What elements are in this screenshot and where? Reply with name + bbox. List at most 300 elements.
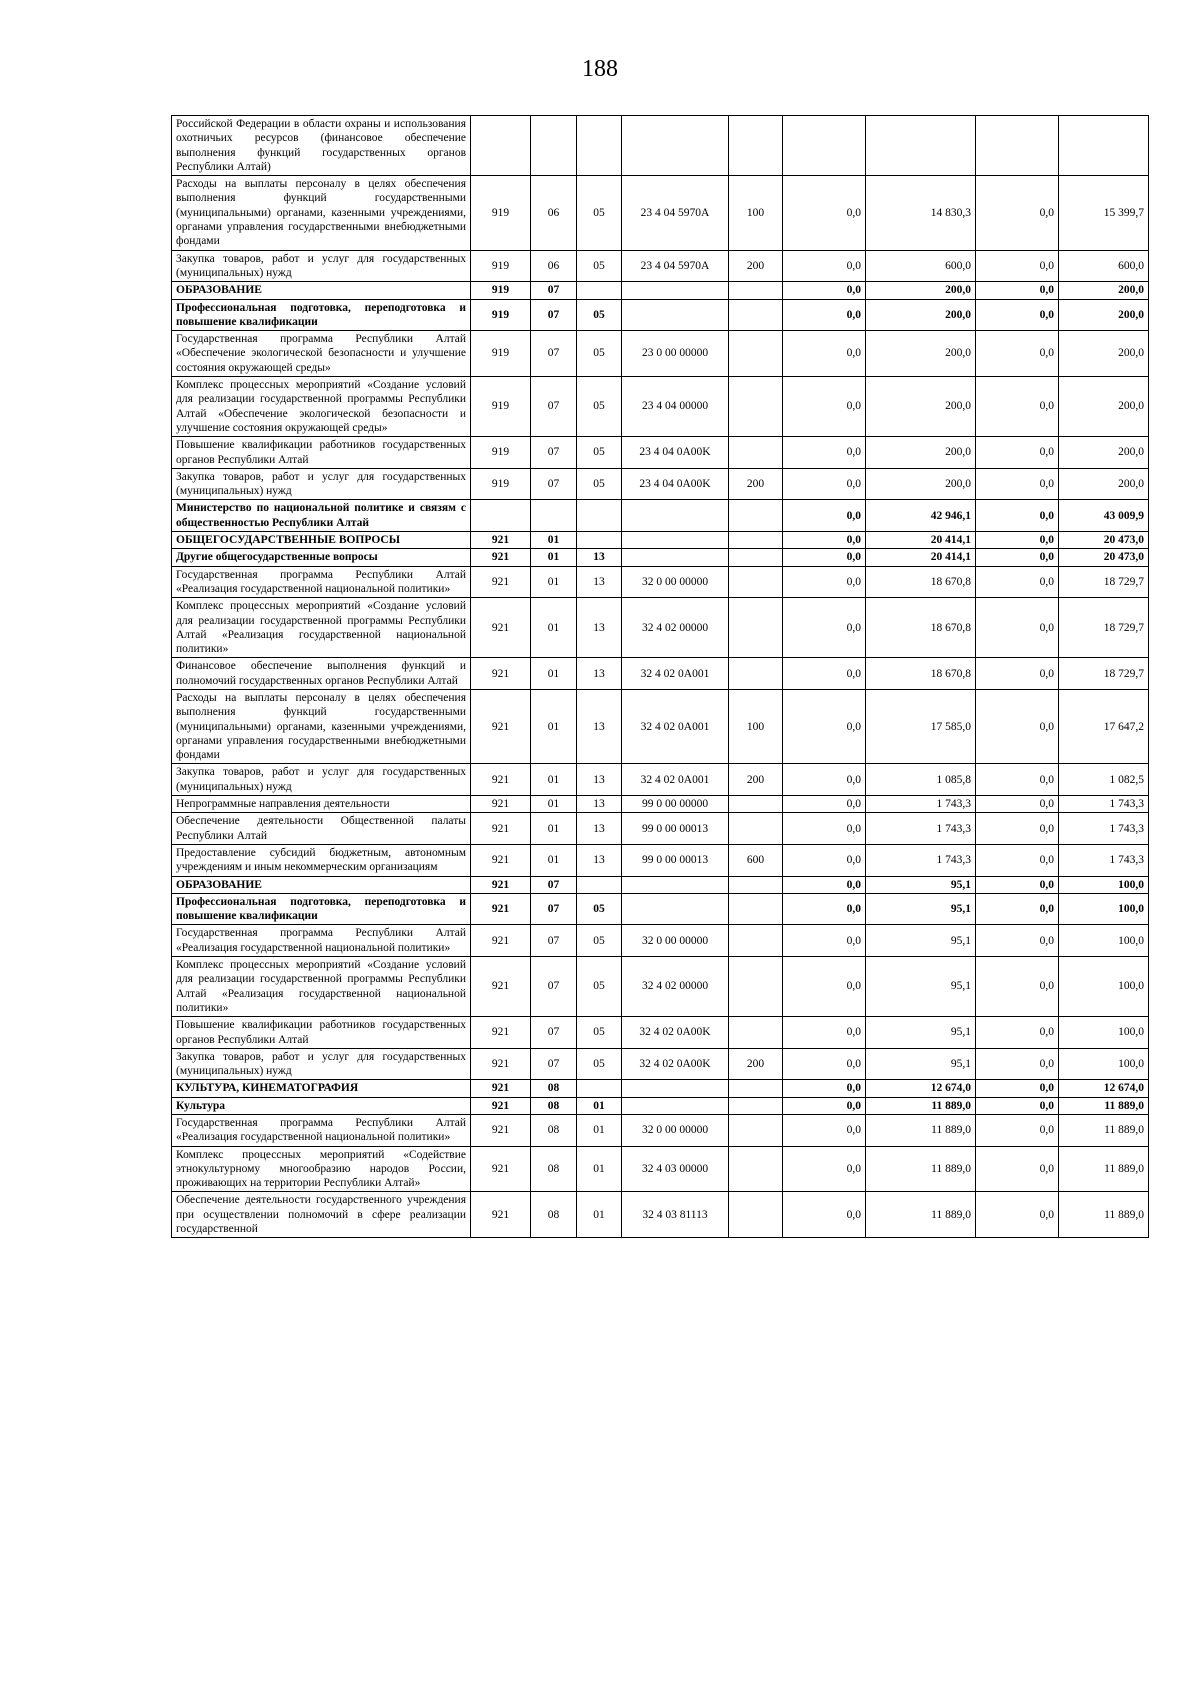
section-code-cell: 07 [531, 468, 577, 500]
amount-cell-1: 0,0 [783, 876, 866, 893]
amount-cell-2: 11 889,0 [866, 1097, 976, 1114]
subsection-code-cell: 01 [577, 1115, 622, 1147]
table-row [172, 957, 1149, 1017]
subsection-code-cell: 13 [577, 658, 622, 690]
section-code-cell: 01 [531, 532, 577, 549]
row-name-cell: ОБРАЗОВАНИЕ [172, 876, 471, 893]
table-row [172, 468, 1149, 500]
target-article-cell: 32 4 02 0A001 [622, 689, 729, 763]
row-name-cell: Обеспечение деятельности государственного учреждения при осуществлении полномочий в сфере реализации государственной [172, 1192, 471, 1238]
expense-type-cell: 200 [729, 764, 783, 796]
subsection-code-cell: 05 [577, 893, 622, 925]
subsection-code-cell [577, 1080, 622, 1097]
section-code-cell: 01 [531, 598, 577, 658]
amount-cell-1: 0,0 [783, 844, 866, 876]
section-code-cell: 07 [531, 331, 577, 377]
amount-cell-4: 12 674,0 [1059, 1080, 1149, 1097]
section-code-cell: 01 [531, 813, 577, 845]
expense-type-cell [729, 566, 783, 598]
section-code-cell: 07 [531, 1048, 577, 1080]
target-article-cell: 23 4 04 5970A [622, 176, 729, 250]
amount-cell-1: 0,0 [783, 598, 866, 658]
amount-cell-2: 1 743,3 [866, 813, 976, 845]
amount-cell-3: 0,0 [976, 532, 1059, 549]
table-row [172, 813, 1149, 845]
expense-type-cell [729, 377, 783, 437]
amount-cell-4: 43 009,9 [1059, 500, 1149, 532]
amount-cell-1: 0,0 [783, 282, 866, 299]
amount-cell-1: 0,0 [783, 1192, 866, 1238]
expense-type-cell: 200 [729, 468, 783, 500]
expense-type-cell [729, 1146, 783, 1192]
amount-cell-2: 14 830,3 [866, 176, 976, 250]
amount-cell-3: 0,0 [976, 299, 1059, 331]
expense-type-cell [729, 331, 783, 377]
section-code-cell [531, 500, 577, 532]
row-name-cell: Расходы на выплаты персоналу в целях обеспечения выполнения функций государственными (муниципальными) органами, казенными учреждениями, органами управления государственными внебюджетными фондами [172, 689, 471, 763]
row-name-cell: Другие общегосударственные вопросы [172, 549, 471, 566]
amount-cell-4: 20 473,0 [1059, 549, 1149, 566]
section-code-cell: 06 [531, 250, 577, 282]
table-row [172, 500, 1149, 532]
grbs-code-cell: 921 [471, 598, 531, 658]
subsection-code-cell: 13 [577, 813, 622, 845]
row-name-cell: Закупка товаров, работ и услуг для государственных (муниципальных) нужд [172, 1048, 471, 1080]
subsection-code-cell: 13 [577, 796, 622, 813]
grbs-code-cell: 919 [471, 250, 531, 282]
expense-type-cell: 200 [729, 1048, 783, 1080]
table-row [172, 1017, 1149, 1049]
row-name-cell: Комплекс процессных мероприятий «Содействие этнокультурному многообразию народов России, проживающих на территории Республики Алтай» [172, 1146, 471, 1192]
grbs-code-cell: 921 [471, 658, 531, 690]
expense-type-cell [729, 1017, 783, 1049]
amount-cell-3 [976, 116, 1059, 176]
grbs-code-cell: 921 [471, 532, 531, 549]
subsection-code-cell: 13 [577, 764, 622, 796]
row-name-cell: КУЛЬТУРА, КИНЕМАТОГРАФИЯ [172, 1080, 471, 1097]
amount-cell-3: 0,0 [976, 250, 1059, 282]
amount-cell-2: 18 670,8 [866, 566, 976, 598]
amount-cell-3: 0,0 [976, 813, 1059, 845]
grbs-code-cell: 921 [471, 796, 531, 813]
subsection-code-cell: 05 [577, 176, 622, 250]
row-name-cell: ОБРАЗОВАНИЕ [172, 282, 471, 299]
amount-cell-3: 0,0 [976, 549, 1059, 566]
grbs-code-cell [471, 500, 531, 532]
amount-cell-3: 0,0 [976, 331, 1059, 377]
subsection-code-cell: 01 [577, 1146, 622, 1192]
amount-cell-2: 11 889,0 [866, 1146, 976, 1192]
target-article-cell: 32 0 00 00000 [622, 925, 729, 957]
subsection-code-cell: 05 [577, 250, 622, 282]
row-name-cell: Комплекс процессных мероприятий «Создание условий для реализации государственной программы Республики Алтай «Реализация государственной национальной политики» [172, 598, 471, 658]
amount-cell-1: 0,0 [783, 796, 866, 813]
amount-cell-3: 0,0 [976, 377, 1059, 437]
table-row [172, 598, 1149, 658]
table-row [172, 893, 1149, 925]
amount-cell-3: 0,0 [976, 1192, 1059, 1238]
amount-cell-4: 17 647,2 [1059, 689, 1149, 763]
table-row [172, 1097, 1149, 1114]
subsection-code-cell: 05 [577, 1017, 622, 1049]
grbs-code-cell: 921 [471, 689, 531, 763]
amount-cell-1: 0,0 [783, 658, 866, 690]
amount-cell-3: 0,0 [976, 957, 1059, 1017]
section-code-cell: 01 [531, 796, 577, 813]
grbs-code-cell: 921 [471, 566, 531, 598]
subsection-code-cell [577, 532, 622, 549]
target-article-cell: 32 0 00 00000 [622, 566, 729, 598]
target-article-cell: 23 4 04 0A00K [622, 468, 729, 500]
target-article-cell [622, 876, 729, 893]
subsection-code-cell [577, 876, 622, 893]
table-row [172, 176, 1149, 250]
amount-cell-3: 0,0 [976, 500, 1059, 532]
subsection-code-cell: 13 [577, 598, 622, 658]
subsection-code-cell: 05 [577, 468, 622, 500]
amount-cell-3: 0,0 [976, 1080, 1059, 1097]
amount-cell-4: 11 889,0 [1059, 1192, 1149, 1238]
amount-cell-4: 20 473,0 [1059, 532, 1149, 549]
grbs-code-cell: 919 [471, 437, 531, 469]
amount-cell-3: 0,0 [976, 844, 1059, 876]
table-row [172, 532, 1149, 549]
target-article-cell [622, 282, 729, 299]
amount-cell-1: 0,0 [783, 1115, 866, 1147]
amount-cell-3: 0,0 [976, 796, 1059, 813]
section-code-cell: 08 [531, 1097, 577, 1114]
grbs-code-cell: 921 [471, 1115, 531, 1147]
target-article-cell [622, 299, 729, 331]
subsection-code-cell: 05 [577, 377, 622, 437]
amount-cell-2: 200,0 [866, 299, 976, 331]
amount-cell-3: 0,0 [976, 282, 1059, 299]
amount-cell-1: 0,0 [783, 957, 866, 1017]
row-name-cell: Финансовое обеспечение выполнения функций и полномочий государственных органов Республики Алтай [172, 658, 471, 690]
row-name-cell: Комплекс процессных мероприятий «Создание условий для реализации государственной программы Республики Алтай «Реализация государственной национальной политики» [172, 957, 471, 1017]
grbs-code-cell: 919 [471, 282, 531, 299]
amount-cell-2: 95,1 [866, 1048, 976, 1080]
expense-type-cell [729, 532, 783, 549]
amount-cell-4: 1 743,3 [1059, 844, 1149, 876]
subsection-code-cell: 05 [577, 925, 622, 957]
grbs-code-cell: 921 [471, 1017, 531, 1049]
expense-type-cell [729, 282, 783, 299]
amount-cell-4: 1 743,3 [1059, 813, 1149, 845]
table-row [172, 1146, 1149, 1192]
amount-cell-4: 100,0 [1059, 925, 1149, 957]
subsection-code-cell [577, 116, 622, 176]
amount-cell-2 [866, 116, 976, 176]
target-article-cell: 99 0 00 00013 [622, 844, 729, 876]
row-name-cell: Государственная программа Республики Алтай «Обеспечение экологической безопасности и улучшение состояния окружающей среды» [172, 331, 471, 377]
section-code-cell: 01 [531, 764, 577, 796]
grbs-code-cell: 919 [471, 299, 531, 331]
amount-cell-3: 0,0 [976, 876, 1059, 893]
expense-type-cell [729, 925, 783, 957]
amount-cell-3: 0,0 [976, 566, 1059, 598]
table-row [172, 1080, 1149, 1097]
amount-cell-2: 95,1 [866, 925, 976, 957]
amount-cell-4: 18 729,7 [1059, 566, 1149, 598]
table-row [172, 1115, 1149, 1147]
amount-cell-2: 20 414,1 [866, 532, 976, 549]
row-name-cell: Комплекс процессных мероприятий «Создание условий для реализации государственной программы Республики Алтай «Обеспечение экологической безопасности и улучшение состояния окружающей среды» [172, 377, 471, 437]
expense-type-cell [729, 1192, 783, 1238]
row-name-cell: ОБЩЕГОСУДАРСТВЕННЫЕ ВОПРОСЫ [172, 532, 471, 549]
grbs-code-cell: 921 [471, 925, 531, 957]
expense-type-cell [729, 549, 783, 566]
amount-cell-4: 200,0 [1059, 377, 1149, 437]
amount-cell-3: 0,0 [976, 598, 1059, 658]
table-body [172, 116, 1149, 1238]
subsection-code-cell: 05 [577, 1048, 622, 1080]
target-article-cell [622, 500, 729, 532]
subsection-code-cell: 13 [577, 566, 622, 598]
amount-cell-3: 0,0 [976, 893, 1059, 925]
section-code-cell: 07 [531, 893, 577, 925]
section-code-cell: 08 [531, 1115, 577, 1147]
amount-cell-1: 0,0 [783, 331, 866, 377]
section-code-cell: 07 [531, 437, 577, 469]
section-code-cell: 08 [531, 1146, 577, 1192]
table-row [172, 1048, 1149, 1080]
grbs-code-cell: 921 [471, 1192, 531, 1238]
section-code-cell: 01 [531, 658, 577, 690]
amount-cell-1: 0,0 [783, 532, 866, 549]
target-article-cell [622, 532, 729, 549]
amount-cell-4: 18 729,7 [1059, 598, 1149, 658]
subsection-code-cell: 05 [577, 299, 622, 331]
target-article-cell: 23 4 04 00000 [622, 377, 729, 437]
amount-cell-4: 600,0 [1059, 250, 1149, 282]
expense-type-cell [729, 658, 783, 690]
amount-cell-3: 0,0 [976, 1097, 1059, 1114]
amount-cell-2: 95,1 [866, 893, 976, 925]
expense-type-cell [729, 957, 783, 1017]
grbs-code-cell: 921 [471, 1080, 531, 1097]
amount-cell-1: 0,0 [783, 299, 866, 331]
expense-type-cell [729, 299, 783, 331]
target-article-cell: 32 4 02 0A001 [622, 658, 729, 690]
target-article-cell: 32 4 02 0A00K [622, 1048, 729, 1080]
table-row [172, 844, 1149, 876]
amount-cell-3: 0,0 [976, 176, 1059, 250]
subsection-code-cell: 05 [577, 331, 622, 377]
expense-type-cell [729, 1115, 783, 1147]
section-code-cell: 08 [531, 1080, 577, 1097]
amount-cell-4: 11 889,0 [1059, 1115, 1149, 1147]
table-row [172, 689, 1149, 763]
row-name-cell: Расходы на выплаты персоналу в целях обеспечения выполнения функций государственными (муниципальными) органами, казенными учреждениями, органами управления государственными внебюджетными фондами [172, 176, 471, 250]
grbs-code-cell: 919 [471, 377, 531, 437]
budget-table [171, 115, 1149, 1238]
section-code-cell: 07 [531, 957, 577, 1017]
amount-cell-1: 0,0 [783, 1048, 866, 1080]
amount-cell-3: 0,0 [976, 437, 1059, 469]
table-row [172, 658, 1149, 690]
amount-cell-4: 200,0 [1059, 468, 1149, 500]
amount-cell-3: 0,0 [976, 658, 1059, 690]
grbs-code-cell: 921 [471, 813, 531, 845]
expense-type-cell [729, 1097, 783, 1114]
subsection-code-cell: 05 [577, 957, 622, 1017]
amount-cell-1: 0,0 [783, 377, 866, 437]
amount-cell-4: 200,0 [1059, 331, 1149, 377]
row-name-cell: Профессиональная подготовка, переподготовка и повышение квалификации [172, 893, 471, 925]
row-name-cell: Закупка товаров, работ и услуг для государственных (муниципальных) нужд [172, 764, 471, 796]
amount-cell-4: 100,0 [1059, 1048, 1149, 1080]
table-row [172, 299, 1149, 331]
row-name-cell: Государственная программа Республики Алтай «Реализация государственной национальной политики» [172, 1115, 471, 1147]
amount-cell-1: 0,0 [783, 1080, 866, 1097]
amount-cell-4: 1 743,3 [1059, 796, 1149, 813]
amount-cell-1: 0,0 [783, 468, 866, 500]
amount-cell-3: 0,0 [976, 1017, 1059, 1049]
grbs-code-cell: 919 [471, 331, 531, 377]
amount-cell-2: 1 743,3 [866, 844, 976, 876]
amount-cell-1: 0,0 [783, 176, 866, 250]
amount-cell-2: 17 585,0 [866, 689, 976, 763]
amount-cell-2: 1 743,3 [866, 796, 976, 813]
expense-type-cell [729, 116, 783, 176]
amount-cell-4: 200,0 [1059, 437, 1149, 469]
amount-cell-1 [783, 116, 866, 176]
amount-cell-4: 100,0 [1059, 876, 1149, 893]
amount-cell-4: 15 399,7 [1059, 176, 1149, 250]
amount-cell-3: 0,0 [976, 925, 1059, 957]
row-name-cell: Обеспечение деятельности Общественной палаты Республики Алтай [172, 813, 471, 845]
amount-cell-4: 18 729,7 [1059, 658, 1149, 690]
target-article-cell: 99 0 00 00013 [622, 813, 729, 845]
amount-cell-2: 200,0 [866, 437, 976, 469]
section-code-cell: 07 [531, 282, 577, 299]
section-code-cell: 01 [531, 844, 577, 876]
grbs-code-cell: 921 [471, 844, 531, 876]
section-code-cell: 01 [531, 689, 577, 763]
amount-cell-2: 1 085,8 [866, 764, 976, 796]
section-code-cell: 08 [531, 1192, 577, 1238]
table-row [172, 549, 1149, 566]
amount-cell-2: 95,1 [866, 1017, 976, 1049]
table-row [172, 566, 1149, 598]
amount-cell-1: 0,0 [783, 549, 866, 566]
section-code-cell: 07 [531, 377, 577, 437]
amount-cell-1: 0,0 [783, 893, 866, 925]
amount-cell-1: 0,0 [783, 1146, 866, 1192]
amount-cell-3: 0,0 [976, 689, 1059, 763]
table-row [172, 282, 1149, 299]
table-row [172, 377, 1149, 437]
amount-cell-2: 12 674,0 [866, 1080, 976, 1097]
grbs-code-cell: 919 [471, 468, 531, 500]
table-row [172, 331, 1149, 377]
amount-cell-2: 200,0 [866, 331, 976, 377]
target-article-cell: 23 4 04 5970A [622, 250, 729, 282]
expense-type-cell: 100 [729, 689, 783, 763]
subsection-code-cell: 01 [577, 1192, 622, 1238]
page-number: 188 [582, 56, 618, 82]
amount-cell-1: 0,0 [783, 1097, 866, 1114]
subsection-code-cell [577, 500, 622, 532]
amount-cell-2: 200,0 [866, 377, 976, 437]
amount-cell-1: 0,0 [783, 925, 866, 957]
amount-cell-4: 100,0 [1059, 1017, 1149, 1049]
amount-cell-1: 0,0 [783, 813, 866, 845]
amount-cell-1: 0,0 [783, 689, 866, 763]
grbs-code-cell: 921 [471, 1097, 531, 1114]
expense-type-cell [729, 893, 783, 925]
subsection-code-cell: 01 [577, 1097, 622, 1114]
section-code-cell: 07 [531, 1017, 577, 1049]
amount-cell-4: 100,0 [1059, 957, 1149, 1017]
target-article-cell [622, 1080, 729, 1097]
grbs-code-cell: 921 [471, 1146, 531, 1192]
amount-cell-1: 0,0 [783, 764, 866, 796]
amount-cell-2: 600,0 [866, 250, 976, 282]
amount-cell-1: 0,0 [783, 437, 866, 469]
grbs-code-cell: 921 [471, 893, 531, 925]
amount-cell-4: 200,0 [1059, 282, 1149, 299]
amount-cell-4 [1059, 116, 1149, 176]
amount-cell-1: 0,0 [783, 1017, 866, 1049]
expense-type-cell [729, 876, 783, 893]
amount-cell-2: 18 670,8 [866, 598, 976, 658]
grbs-code-cell: 921 [471, 1048, 531, 1080]
amount-cell-2: 11 889,0 [866, 1115, 976, 1147]
target-article-cell: 99 0 00 00000 [622, 796, 729, 813]
amount-cell-1: 0,0 [783, 566, 866, 598]
amount-cell-1: 0,0 [783, 250, 866, 282]
target-article-cell: 32 4 03 00000 [622, 1146, 729, 1192]
row-name-cell: Повышение квалификации работников государственных органов Республики Алтай [172, 437, 471, 469]
grbs-code-cell: 921 [471, 549, 531, 566]
amount-cell-2: 200,0 [866, 282, 976, 299]
table-row [172, 796, 1149, 813]
amount-cell-3: 0,0 [976, 468, 1059, 500]
target-article-cell: 32 4 02 0A00K [622, 1017, 729, 1049]
row-name-cell: Профессиональная подготовка, переподготовка и повышение квалификации [172, 299, 471, 331]
amount-cell-4: 11 889,0 [1059, 1146, 1149, 1192]
amount-cell-3: 0,0 [976, 1048, 1059, 1080]
section-code-cell: 07 [531, 925, 577, 957]
subsection-code-cell: 05 [577, 437, 622, 469]
table-row [172, 1192, 1149, 1238]
amount-cell-4: 1 082,5 [1059, 764, 1149, 796]
expense-type-cell: 200 [729, 250, 783, 282]
target-article-cell: 32 4 02 00000 [622, 957, 729, 1017]
amount-cell-4: 100,0 [1059, 893, 1149, 925]
table-row [172, 437, 1149, 469]
row-name-cell: Российской Федерации в области охраны и использования охотничьих ресурсов (финансовое обеспечение выполнения функций государственных органов Республики Алтай) [172, 116, 471, 176]
target-article-cell: 32 4 03 81113 [622, 1192, 729, 1238]
target-article-cell: 32 0 00 00000 [622, 1115, 729, 1147]
subsection-code-cell: 13 [577, 689, 622, 763]
section-code-cell: 06 [531, 176, 577, 250]
amount-cell-3: 0,0 [976, 764, 1059, 796]
table-row [172, 925, 1149, 957]
row-name-cell: Государственная программа Республики Алтай «Реализация государственной национальной политики» [172, 925, 471, 957]
expense-type-cell: 600 [729, 844, 783, 876]
target-article-cell: 32 4 02 00000 [622, 598, 729, 658]
row-name-cell: Непрограммные направления деятельности [172, 796, 471, 813]
grbs-code-cell: 921 [471, 764, 531, 796]
table-row [172, 250, 1149, 282]
expense-type-cell [729, 813, 783, 845]
amount-cell-2: 18 670,8 [866, 658, 976, 690]
grbs-code-cell: 921 [471, 957, 531, 1017]
amount-cell-3: 0,0 [976, 1115, 1059, 1147]
